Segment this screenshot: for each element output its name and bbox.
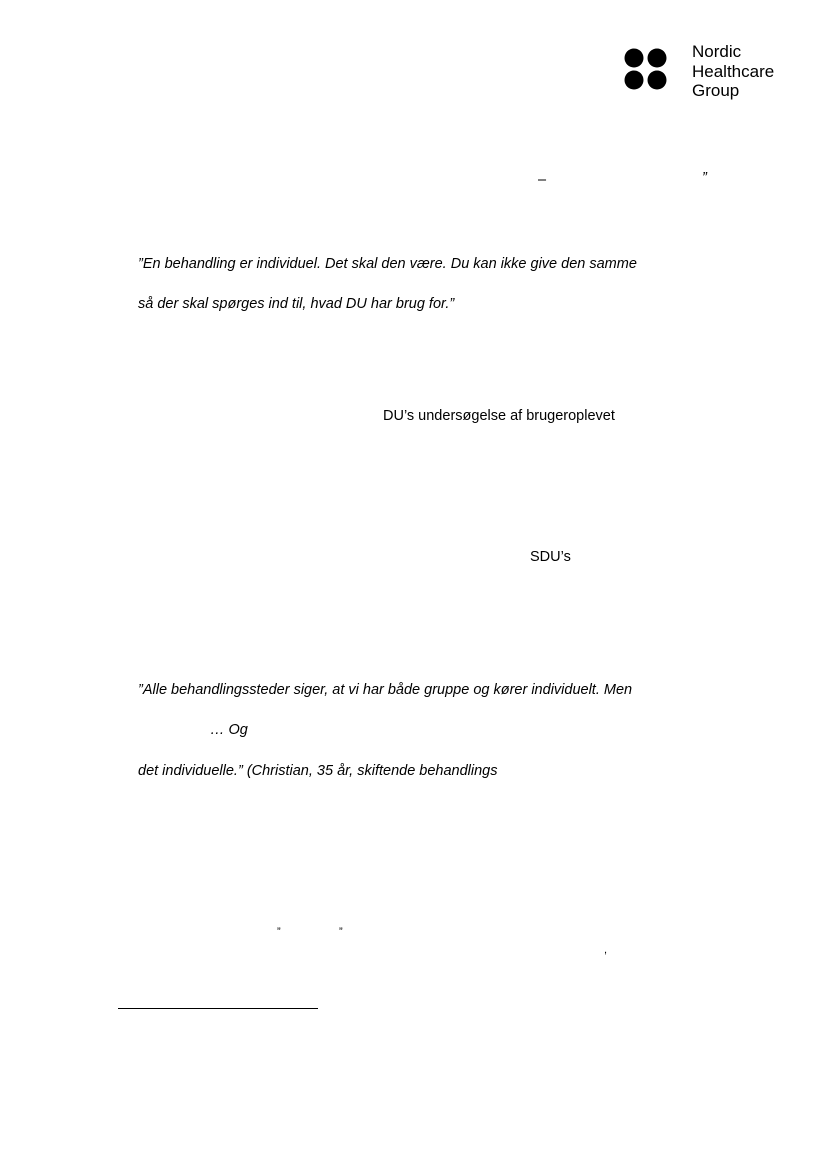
quote-1-line-1: ”En behandling er individuel. Det skal den være. Du kan ikke give den samme: [138, 256, 637, 272]
survey-label: DU’s undersøgelse af brugeroplevet: [383, 408, 615, 424]
close-quote-small: ”: [339, 926, 343, 938]
dash-fragment: –: [538, 172, 547, 188]
company-name-line-1: Nordic: [692, 42, 742, 61]
quote-2-line-2: … Og: [210, 722, 248, 738]
four-dots-logo-icon: [623, 47, 671, 91]
company-name: [692, 42, 774, 101]
company-name-line-3: Group: [692, 81, 740, 100]
footnote-separator: [118, 1008, 318, 1009]
comma-fragment: ,: [604, 944, 608, 956]
company-name-line-2: Healthcare: [692, 61, 775, 81]
quote-2-line-3: det individuelle.” (Christian, 35 år, skiftende behandlings: [138, 763, 498, 779]
quote-1-line-2: så der skal spørges ind til, hvad DU har brug for.”: [138, 296, 455, 312]
sdu-label: SDU’s: [530, 549, 571, 565]
company-logo: [623, 42, 803, 100]
close-quote-fragment: ”: [702, 170, 707, 186]
open-quote-small: ”: [277, 926, 281, 938]
quote-2-line-1: ”Alle behandlingssteder siger, at vi har både gruppe og kører individuelt. Men: [138, 682, 633, 698]
